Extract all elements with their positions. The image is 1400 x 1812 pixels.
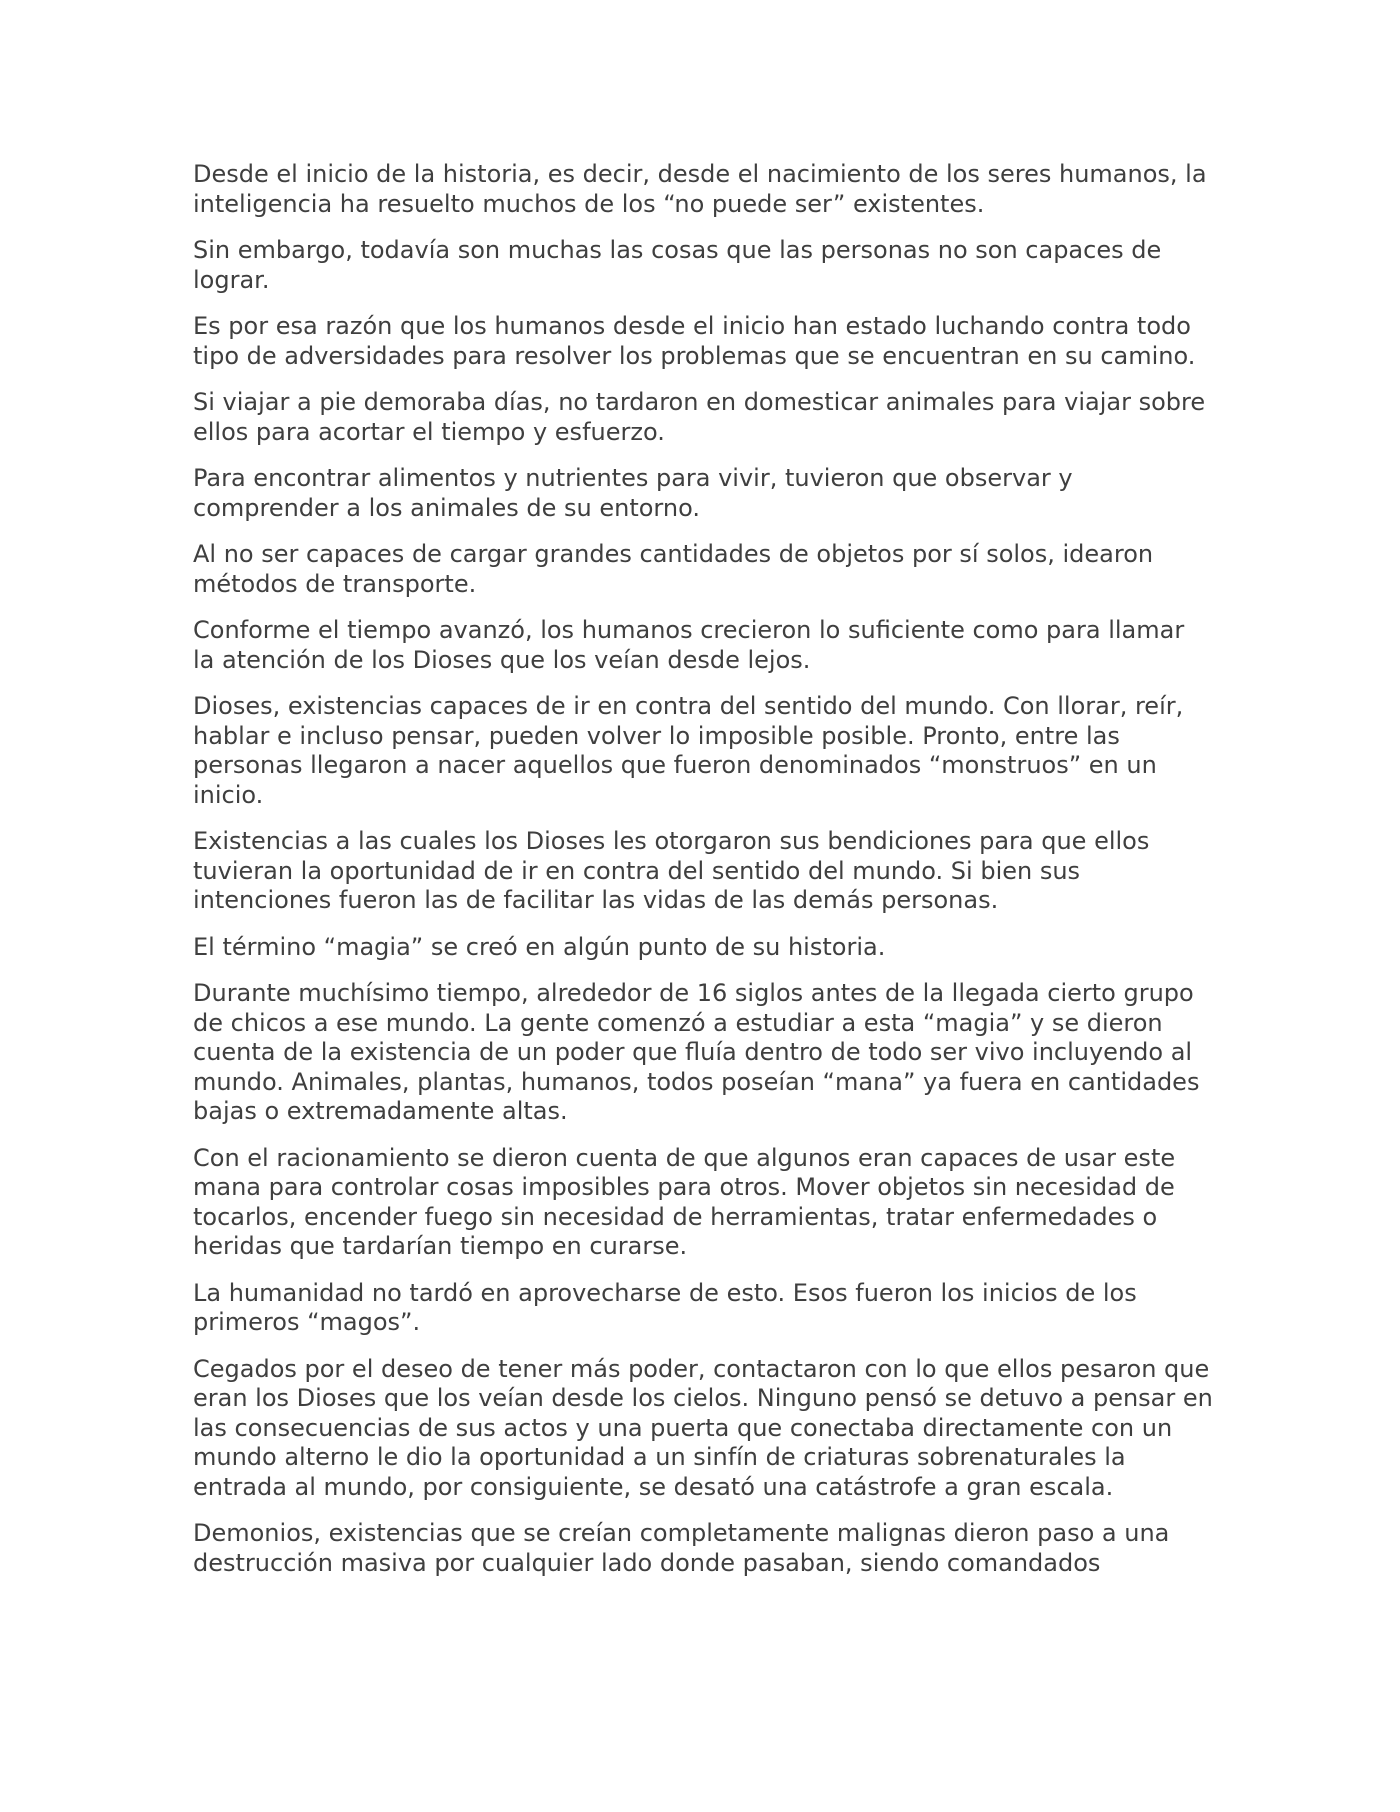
paragraph-13: La humanidad no tardó en aprovecharse de esto. Esos fueron los inicios de los primeros “magos”. bbox=[193, 1278, 1137, 1336]
document-body bbox=[193, 160, 1213, 1595]
paragraph-5: Para encontrar alimentos y nutrientes para vivir, tuvieron que observar y comprender a los animales de su entorno. bbox=[193, 464, 1073, 522]
paragraph-10: El término “magia” se creó en algún punto de su historia. bbox=[193, 932, 886, 961]
paragraph-1: Desde el inicio de la historia, es decir, desde el nacimiento de los seres humanos, la inteligencia ha resuelto muchos de los “no puede ser” existentes. bbox=[193, 160, 1207, 218]
paragraph-11: Durante muchísimo tiempo, alrededor de 16 siglos antes de la llegada cierto grupo de chicos a ese mundo. La gente comenzó a estudiar a esta “magia” y se dieron cuenta de la existencia de un poder que fluía dentro de todo ser vivo incluyendo al mundo. Animales, plantas, humanos, todos poseían “mana” ya fuera en cantidades bajas o extremadamente altas. bbox=[193, 979, 1200, 1125]
paragraph-6: Al no ser capaces de cargar grandes cantidades de objetos por sí solos, idearon métodos de transporte. bbox=[193, 540, 1154, 598]
paragraph-9: Existencias a las cuales los Dioses les otorgaron sus bendiciones para que ellos tuvieran la oportunidad de ir en contra del sentido del mundo. Si bien sus intenciones fueron las de facilitar las vidas de las demás personas. bbox=[193, 827, 1150, 914]
paragraph-12: Con el racionamiento se dieron cuenta de que algunos eran capaces de usar este mana para controlar cosas imposibles para otros. Mover objetos sin necesidad de tocarlos, encender fuego sin necesidad de herramientas, tratar enfermedades o heridas que tardarían tiempo en curarse. bbox=[193, 1143, 1176, 1260]
paragraph-4: Si viajar a pie demoraba días, no tardaron en domesticar animales para viajar sobre ellos para acortar el tiempo y esfuerzo. bbox=[193, 388, 1206, 446]
paragraph-7: Conforme el tiempo avanzó, los humanos crecieron lo suficiente como para llamar la atención de los Dioses que los veían desde lejos. bbox=[193, 616, 1185, 674]
paragraph-2: Sin embargo, todavía son muchas las cosas que las personas no son capaces de lograr. bbox=[193, 236, 1162, 294]
paragraph-15: Demonios, existencias que se creían completamente malignas dieron paso a una destrucción masiva por cualquier lado donde pasaban, siendo comandados bbox=[193, 1519, 1170, 1577]
paragraph-3: Es por esa razón que los humanos desde el inicio han estado luchando contra todo tipo de adversidades para resolver los problemas que se encuentran en su camino. bbox=[193, 312, 1196, 370]
paragraph-8: Dioses, existencias capaces de ir en contra del sentido del mundo. Con llorar, reír, hablar e incluso pensar, pueden volver lo imposible posible. Pronto, entre las personas llegaron a nacer aquellos que fueron denominados “monstruos” en un inicio. bbox=[193, 692, 1184, 809]
paragraph-14: Cegados por el deseo de tener más poder, contactaron con lo que ellos pesaron que eran los Dioses que los veían desde los cielos. Ninguno pensó se detuvo a pensar en las consecuencias de sus actos y una puerta que conectaba directamente con un mundo alterno le dio la oportunidad a un sinfín de criaturas sobrenaturales la entrada al mundo, por consiguiente, se desató una catástrofe a gran escala. bbox=[193, 1354, 1213, 1501]
